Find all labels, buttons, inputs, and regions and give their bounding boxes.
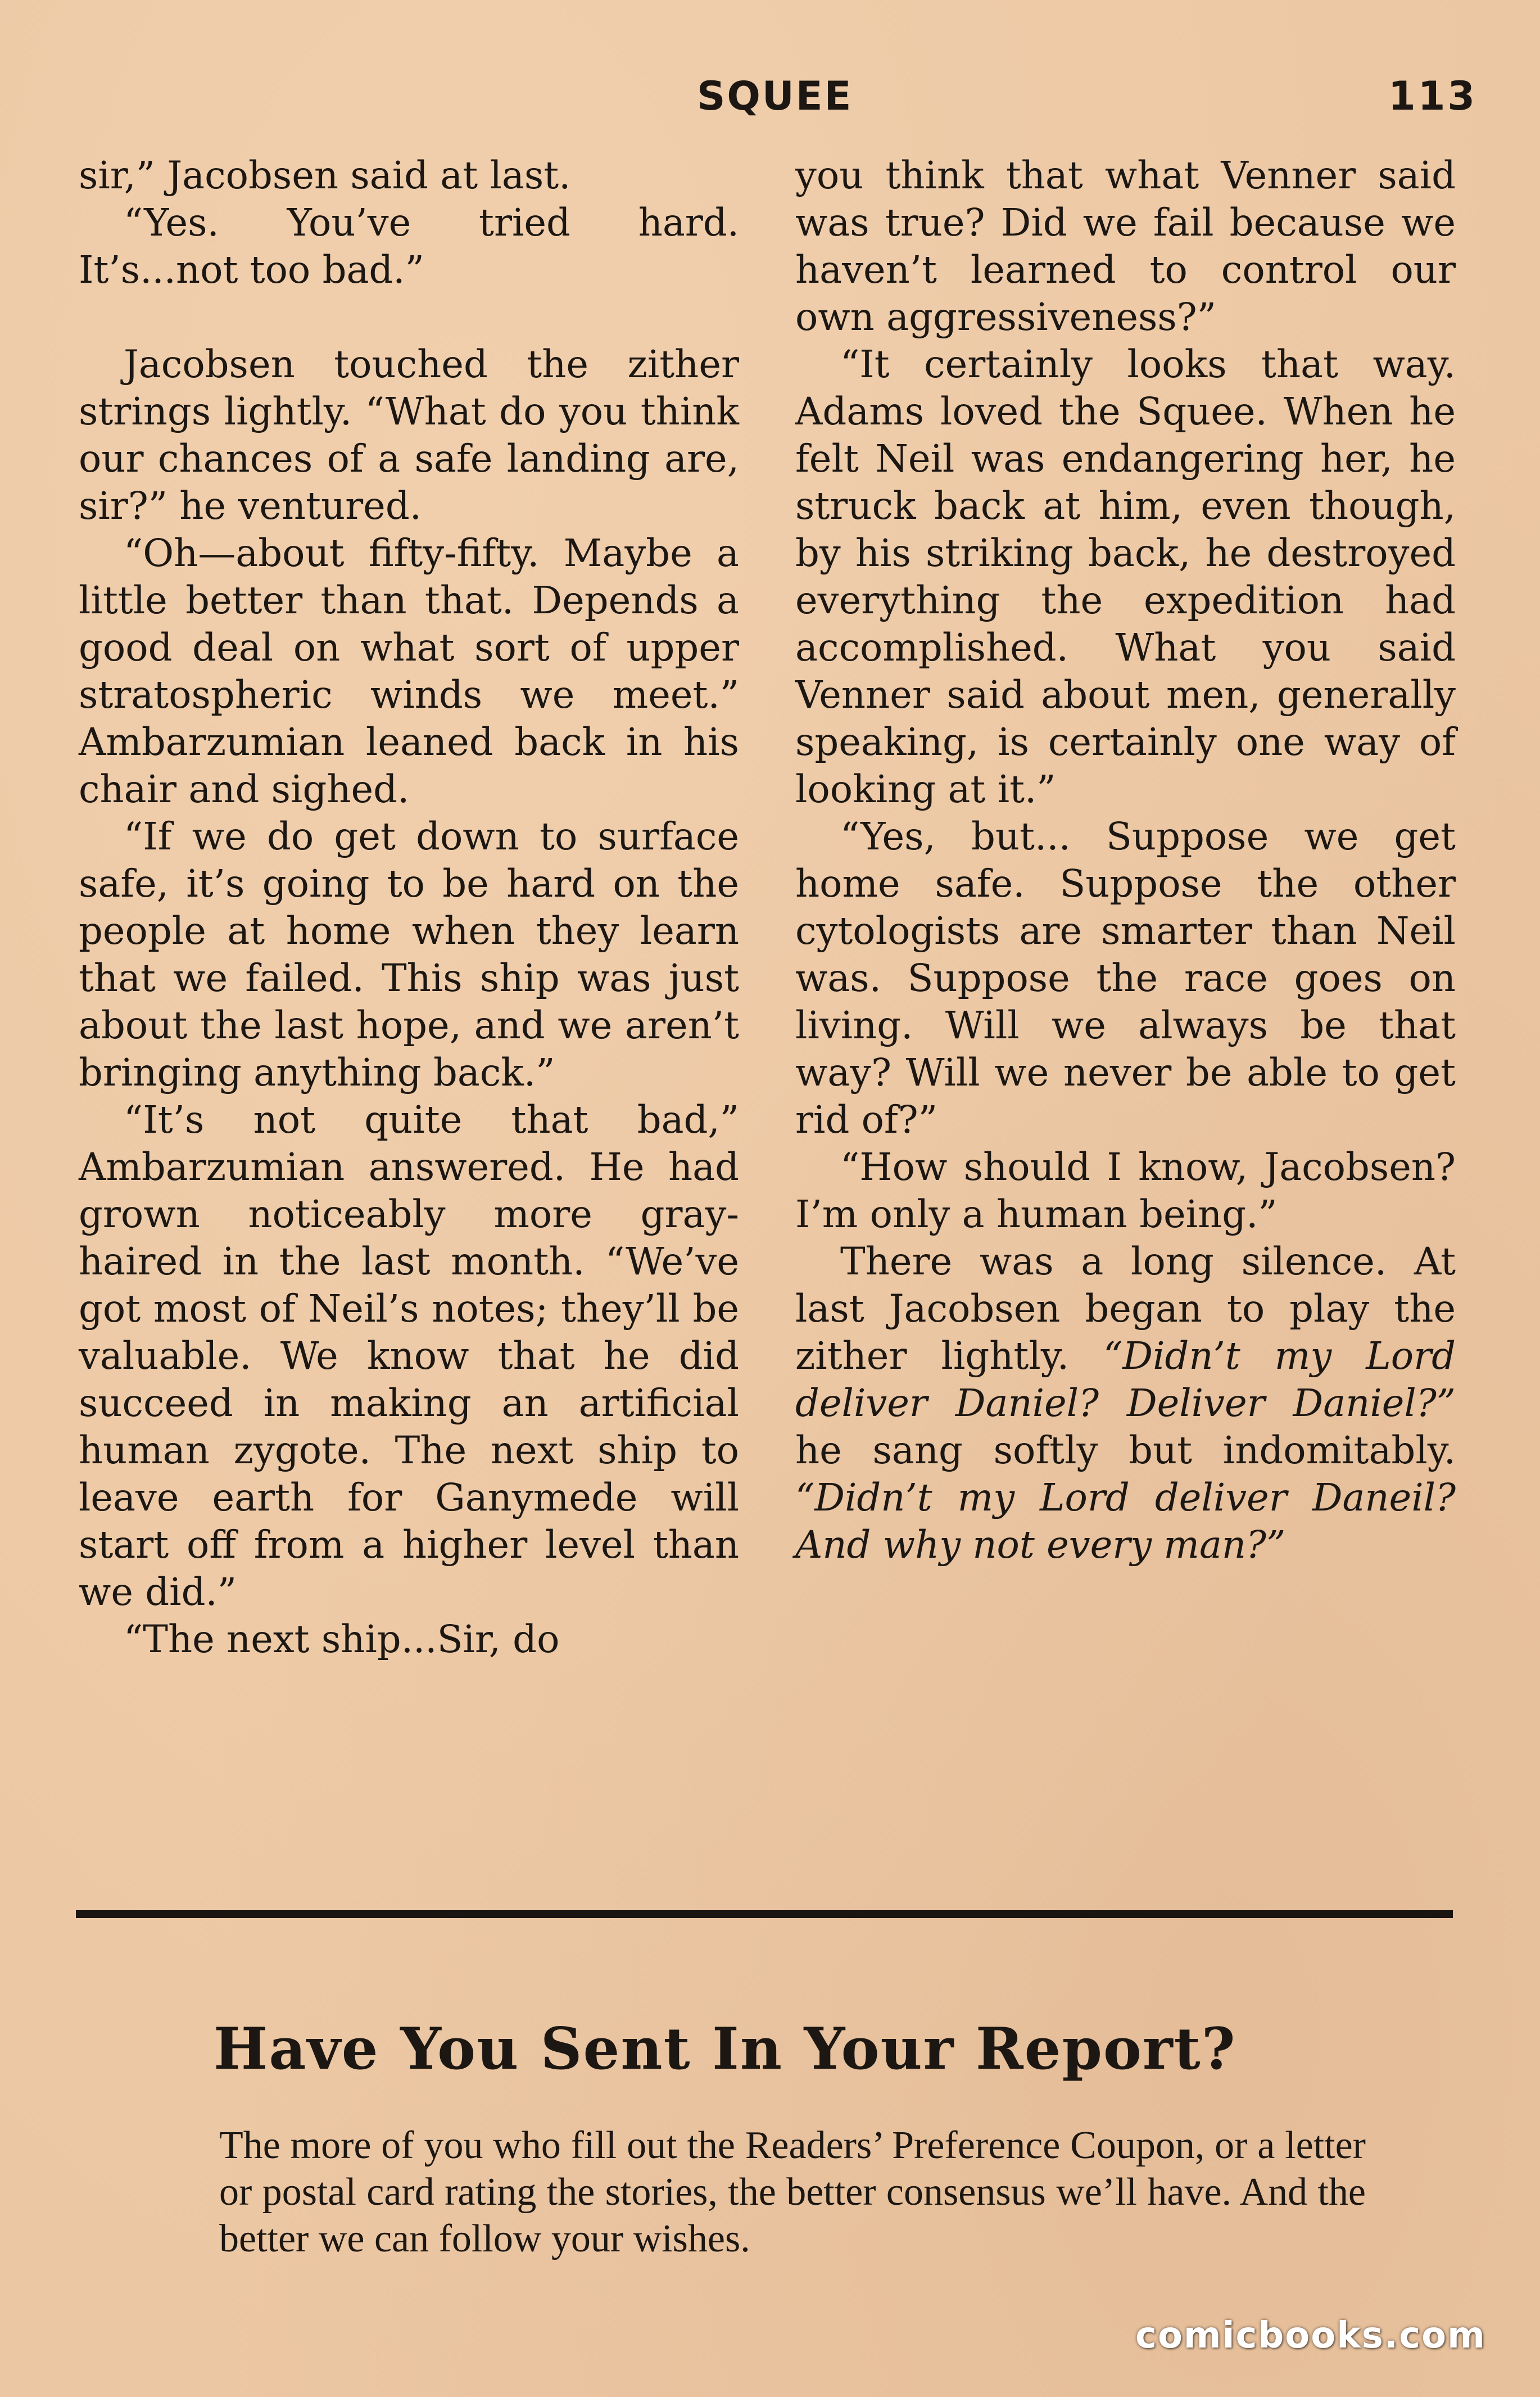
running-head xyxy=(0,73,1540,129)
right-paragraph-4: “How should I know, Jacobsen? I’m only a human being.” xyxy=(795,1145,1456,1236)
left-paragraph-3: Jacobsen touched the zither strings lightly. “What do you think our chances of a safe landing are, sir?” he ventured. xyxy=(79,342,739,528)
left-paragraph-2: “Yes. You’ve tried hard. It’s...not too bad.” xyxy=(79,201,739,292)
right-column xyxy=(795,152,1456,1568)
right-paragraph-5-mid: he sang softly but indomitably. xyxy=(795,1428,1456,1472)
running-title: SQUEE xyxy=(697,73,853,119)
right-paragraph-5 xyxy=(795,1238,1456,1568)
song-lyric-2: “Didn’t my Lord deliver Daneil? And why not every man?” xyxy=(795,1476,1456,1567)
left-column xyxy=(79,152,739,1663)
right-paragraph-2: “It certainly looks that way. Adams loved the Squee. When he felt Neil was endangering her, he struck back at him, even though, by his striking back, he destroyed everything the expedition had accomplished. What you said Venner said about men, generally speaking, is certainly one way of looking at it.” xyxy=(795,342,1456,811)
right-paragraph-1: you think that what Venner said was true? Did we fail because we haven’t learned to control our own aggressiveness?” xyxy=(795,153,1456,339)
notice-body: The more of you who fill out the Readers’ Preference Coupon, or a letter or postal card rating the stories, the better consensus we’ll have. And the better we can follow your wishes. xyxy=(219,2124,1366,2260)
left-paragraph-7: “The next ship...Sir, do xyxy=(124,1617,560,1661)
page-number: 113 xyxy=(1388,73,1478,119)
left-paragraph-5: “If we do get down to surface safe, it’s going to be hard on the people at home when they learn that we failed. This ship was just about the last hope, and we aren’t bringing anything back.” xyxy=(79,815,739,1095)
left-paragraph-6: “It’s not quite that bad,” Ambarzumian answered. He had grown noticeably more gray-haired in the last month. “We’ve got most of Neil’s notes; they’ll be valuable. We know that he did succeed in making an artificial human zygote. The next ship to leave earth for Ganymede will start off from a higher level than we did.” xyxy=(79,1098,739,1614)
section-divider xyxy=(76,1910,1453,1918)
watermark: comicbooks.com xyxy=(1135,2315,1486,2357)
right-paragraph-3: “Yes, but... Suppose we get home safe. Suppose the other cytologists are smarter than Neil was. Suppose the race goes on living. Will we always be that way? Will we never be able to get rid of?” xyxy=(795,815,1456,1142)
right-paragraph-5-text: There was a long silence. At last Jacobsen began to play the zither lightly. xyxy=(795,1240,1456,1378)
left-paragraph-1: sir,” Jacobsen said at last. xyxy=(79,153,571,197)
song-lyric-1: “Didn’t my Lord deliver Daniel? Deliver Daniel?” xyxy=(795,1334,1456,1425)
notice-heading: Have You Sent In Your Report? xyxy=(214,2015,1236,2083)
left-paragraph-4: “Oh—about fifty-fifty. Maybe a little better than that. Depends a good deal on what sort of upper stratospheric winds we meet.” Ambarzumian leaned back in his chair and sighed. xyxy=(79,531,739,811)
